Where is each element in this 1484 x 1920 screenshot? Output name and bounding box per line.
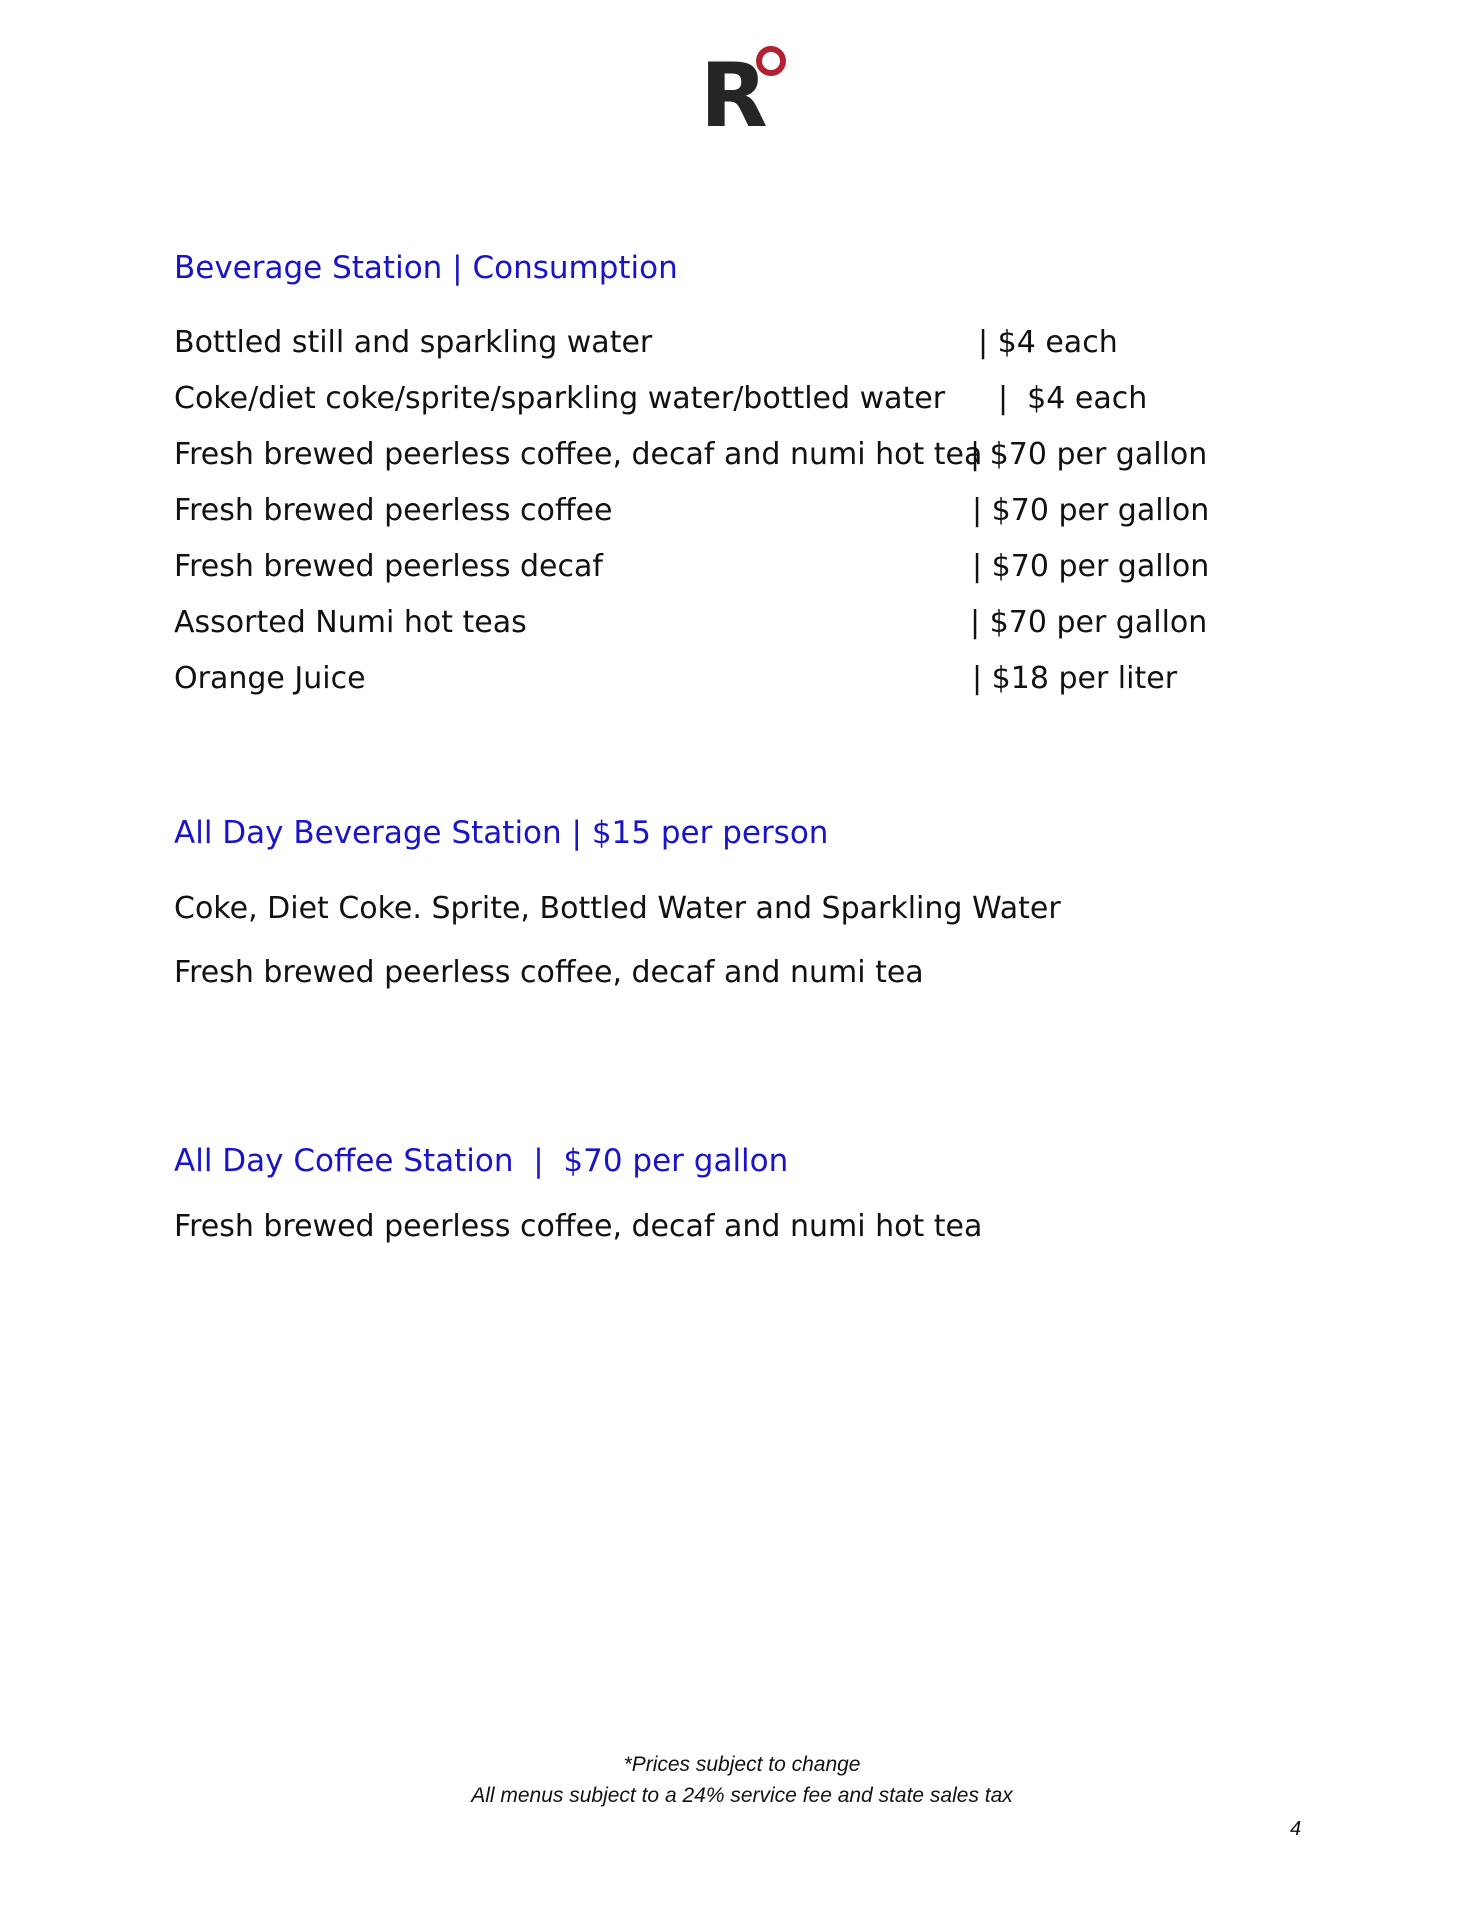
section-title-all-day-coffee: All Day Coffee Station | $70 per gallon (174, 1143, 789, 1179)
item-price: | $70 per gallon (972, 493, 1210, 528)
list-item (174, 549, 1210, 589)
item-price: | $4 each (978, 325, 1118, 360)
item-name: Fresh brewed peerless decaf (174, 549, 603, 584)
footer-price-note: *Prices subject to change (623, 1753, 861, 1776)
all-day-beverage-line: Fresh brewed peerless coffee, decaf and numi tea (174, 955, 924, 990)
all-day-beverage-line: Coke, Diet Coke. Sprite, Bottled Water and Sparkling Water (174, 891, 1061, 926)
section-title-consumption: Beverage Station | Consumption (174, 250, 678, 286)
list-item (174, 493, 1210, 533)
list-item (174, 325, 1118, 365)
list-item (174, 381, 1148, 421)
footer-service-fee-note: All menus subject to a 24% service fee and state sales tax (471, 1784, 1013, 1807)
list-item (174, 437, 1208, 477)
all-day-coffee-line: Fresh brewed peerless coffee, decaf and numi hot tea (174, 1209, 983, 1244)
item-price: | $18 per liter (972, 661, 1178, 696)
item-name: Bottled still and sparkling water (174, 325, 653, 360)
r-degree-logo (700, 40, 800, 147)
page-number: 4 (1290, 1818, 1302, 1840)
item-name: Assorted Numi hot teas (174, 605, 527, 640)
item-price: | $4 each (998, 381, 1148, 416)
list-item (174, 605, 1208, 645)
item-price: | $70 per gallon (970, 437, 1208, 472)
item-name: Fresh brewed peerless coffee (174, 493, 613, 528)
logo-ring-icon (756, 46, 786, 76)
item-name: Orange Juice (174, 661, 366, 696)
item-name: Fresh brewed peerless coffee, decaf and numi hot tea (174, 437, 983, 472)
item-name: Coke/diet coke/sprite/sparkling water/bottled water (174, 381, 946, 416)
item-price: | $70 per gallon (972, 549, 1210, 584)
logo-letter-r: R (700, 44, 768, 147)
item-price: | $70 per gallon (970, 605, 1208, 640)
list-item (174, 661, 1178, 701)
section-title-all-day-beverage: All Day Beverage Station | $15 per person (174, 815, 829, 851)
